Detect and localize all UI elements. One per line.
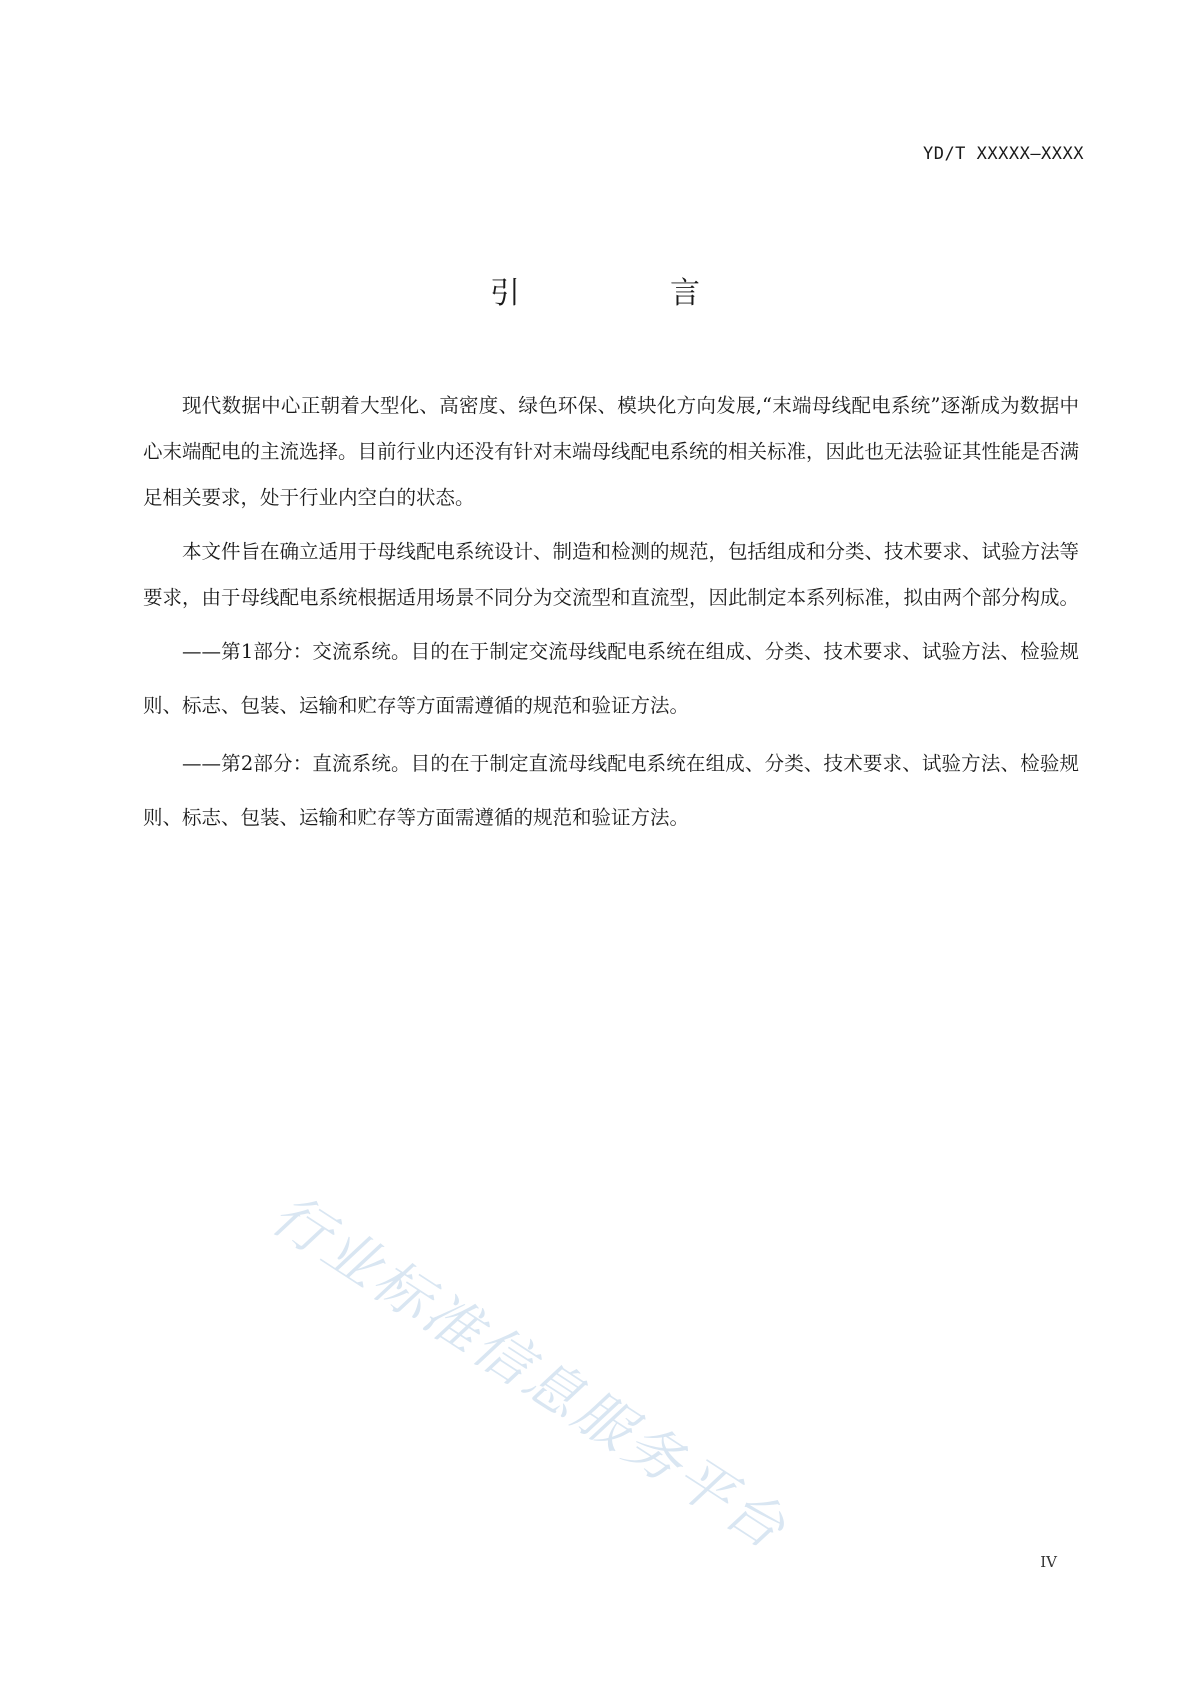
page-number: IV (1040, 1553, 1057, 1571)
document-code: YD/T XXXXX—XXXX (922, 144, 1084, 164)
list-item-part-1: ——第1部分：交流系统。目的在于制定交流母线配电系统在组成、分类、技术要求、试验方法、检验规则、标志、包装、运输和贮存等方面需遵循的规范和验证方法。 (143, 640, 1079, 717)
paragraph-purpose: 本文件旨在确立适用于母线配电系统设计、制造和检测的规范，包括组成和分类、技术要求、试验方法等要求，由于母线配电系统根据适用场景不同分为交流型和直流型，因此制定本系列标准，拟由两个部分构成。 (143, 540, 1080, 609)
list-item-part-2: ——第2部分：直流系统。目的在于制定直流母线配电系统在组成、分类、技术要求、试验方法、检验规则、标志、包装、运输和贮存等方面需遵循的规范和验证方法。 (143, 752, 1079, 829)
body-text (143, 383, 1079, 845)
page-title: 引 言 (490, 276, 760, 311)
paragraph-intro: 现代数据中心正朝着大型化、高密度、绿色环保、模块化方向发展,“末端母线配电系统”逐渐成为数据中心末端配电的主流选择。目前行业内还没有针对末端母线配电系统的相关标准，因此也无法验证其性能是否满足相关要求，处于行业内空白的状态。 (143, 394, 1080, 509)
watermark: 行业标准信息服务平台 (260, 1182, 799, 1564)
